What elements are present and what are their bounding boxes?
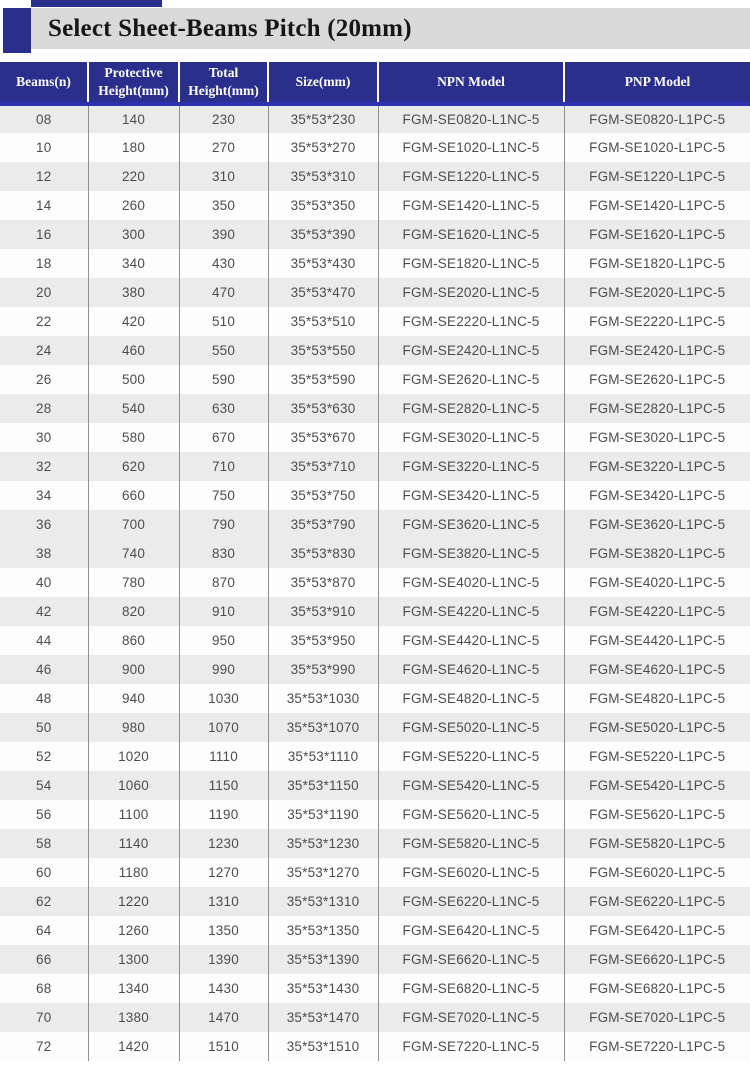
table-row-beams-66 xyxy=(0,945,750,974)
cell-protective: 260 xyxy=(88,191,179,220)
cell-beams: 40 xyxy=(0,568,88,597)
cell-total: 1150 xyxy=(179,771,268,800)
cell-protective: 620 xyxy=(88,452,179,481)
table-row-beams-22 xyxy=(0,307,750,336)
cell-total: 1510 xyxy=(179,1032,268,1061)
cell-size: 35*53*1270 xyxy=(268,858,378,887)
cell-protective: 940 xyxy=(88,684,179,713)
cell-beams: 36 xyxy=(0,510,88,539)
title-accent-strip xyxy=(31,0,162,7)
cell-beams: 50 xyxy=(0,713,88,742)
cell-pnp: FGM-SE0820-L1PC-5 xyxy=(564,104,750,133)
cell-npn: FGM-SE4220-L1NC-5 xyxy=(378,597,564,626)
cell-beams: 12 xyxy=(0,162,88,191)
cell-npn: FGM-SE5220-L1NC-5 xyxy=(378,742,564,771)
cell-protective: 180 xyxy=(88,133,179,162)
cell-protective: 1140 xyxy=(88,829,179,858)
cell-pnp: FGM-SE4820-L1PC-5 xyxy=(564,684,750,713)
cell-npn: FGM-SE6620-L1NC-5 xyxy=(378,945,564,974)
column-header-pnp: PNP Model xyxy=(564,62,750,104)
cell-total: 1430 xyxy=(179,974,268,1003)
cell-npn: FGM-SE3020-L1NC-5 xyxy=(378,423,564,452)
cell-total: 1030 xyxy=(179,684,268,713)
cell-protective: 220 xyxy=(88,162,179,191)
table-row-beams-46 xyxy=(0,655,750,684)
table-row-beams-34 xyxy=(0,481,750,510)
cell-protective: 1020 xyxy=(88,742,179,771)
cell-size: 35*53*950 xyxy=(268,626,378,655)
cell-pnp: FGM-SE2820-L1PC-5 xyxy=(564,394,750,423)
cell-npn: FGM-SE2020-L1NC-5 xyxy=(378,278,564,307)
cell-protective: 1340 xyxy=(88,974,179,1003)
cell-npn: FGM-SE5820-L1NC-5 xyxy=(378,829,564,858)
cell-protective: 980 xyxy=(88,713,179,742)
cell-total: 470 xyxy=(179,278,268,307)
table-row-beams-64 xyxy=(0,916,750,945)
cell-protective: 1300 xyxy=(88,945,179,974)
cell-beams: 32 xyxy=(0,452,88,481)
cell-total: 1470 xyxy=(179,1003,268,1032)
cell-protective: 1180 xyxy=(88,858,179,887)
cell-npn: FGM-SE2620-L1NC-5 xyxy=(378,365,564,394)
beams-pitch-table xyxy=(0,62,750,1061)
table-row-beams-26 xyxy=(0,365,750,394)
cell-total: 710 xyxy=(179,452,268,481)
cell-npn: FGM-SE4020-L1NC-5 xyxy=(378,568,564,597)
cell-beams: 72 xyxy=(0,1032,88,1061)
cell-beams: 14 xyxy=(0,191,88,220)
cell-protective: 1060 xyxy=(88,771,179,800)
cell-beams: 22 xyxy=(0,307,88,336)
cell-size: 35*53*310 xyxy=(268,162,378,191)
cell-pnp: FGM-SE5820-L1PC-5 xyxy=(564,829,750,858)
cell-npn: FGM-SE4620-L1NC-5 xyxy=(378,655,564,684)
cell-beams: 70 xyxy=(0,1003,88,1032)
cell-size: 35*53*1430 xyxy=(268,974,378,1003)
cell-beams: 28 xyxy=(0,394,88,423)
table-row-beams-54 xyxy=(0,771,750,800)
table-row-beams-36 xyxy=(0,510,750,539)
cell-protective: 340 xyxy=(88,249,179,278)
cell-protective: 820 xyxy=(88,597,179,626)
cell-pnp: FGM-SE2620-L1PC-5 xyxy=(564,365,750,394)
cell-npn: FGM-SE4420-L1NC-5 xyxy=(378,626,564,655)
cell-size: 35*53*630 xyxy=(268,394,378,423)
cell-protective: 1100 xyxy=(88,800,179,829)
cell-pnp: FGM-SE1420-L1PC-5 xyxy=(564,191,750,220)
table-row-beams-32 xyxy=(0,452,750,481)
cell-beams: 30 xyxy=(0,423,88,452)
cell-size: 35*53*1310 xyxy=(268,887,378,916)
cell-beams: 24 xyxy=(0,336,88,365)
cell-protective: 860 xyxy=(88,626,179,655)
cell-protective: 900 xyxy=(88,655,179,684)
cell-size: 35*53*350 xyxy=(268,191,378,220)
cell-beams: 48 xyxy=(0,684,88,713)
cell-total: 1070 xyxy=(179,713,268,742)
cell-npn: FGM-SE5020-L1NC-5 xyxy=(378,713,564,742)
table-row-beams-40 xyxy=(0,568,750,597)
table-row-beams-58 xyxy=(0,829,750,858)
cell-size: 35*53*1390 xyxy=(268,945,378,974)
cell-pnp: FGM-SE4420-L1PC-5 xyxy=(564,626,750,655)
cell-pnp: FGM-SE5220-L1PC-5 xyxy=(564,742,750,771)
cell-pnp: FGM-SE3220-L1PC-5 xyxy=(564,452,750,481)
cell-pnp: FGM-SE2420-L1PC-5 xyxy=(564,336,750,365)
cell-beams: 18 xyxy=(0,249,88,278)
cell-total: 510 xyxy=(179,307,268,336)
title-bar xyxy=(31,8,750,49)
cell-pnp: FGM-SE5020-L1PC-5 xyxy=(564,713,750,742)
cell-total: 1190 xyxy=(179,800,268,829)
cell-npn: FGM-SE2220-L1NC-5 xyxy=(378,307,564,336)
table-row-beams-28 xyxy=(0,394,750,423)
table-row-beams-18 xyxy=(0,249,750,278)
cell-npn: FGM-SE1820-L1NC-5 xyxy=(378,249,564,278)
cell-pnp: FGM-SE2220-L1PC-5 xyxy=(564,307,750,336)
cell-pnp: FGM-SE6420-L1PC-5 xyxy=(564,916,750,945)
column-header-total: Total Height(mm) xyxy=(179,62,268,104)
cell-pnp: FGM-SE5620-L1PC-5 xyxy=(564,800,750,829)
cell-beams: 54 xyxy=(0,771,88,800)
table-row-beams-62 xyxy=(0,887,750,916)
cell-total: 950 xyxy=(179,626,268,655)
cell-size: 35*53*590 xyxy=(268,365,378,394)
cell-protective: 420 xyxy=(88,307,179,336)
table-body xyxy=(0,104,750,1061)
table-header-row xyxy=(0,62,750,104)
cell-npn: FGM-SE6220-L1NC-5 xyxy=(378,887,564,916)
cell-pnp: FGM-SE6620-L1PC-5 xyxy=(564,945,750,974)
cell-total: 750 xyxy=(179,481,268,510)
cell-size: 35*53*1230 xyxy=(268,829,378,858)
table-row-beams-70 xyxy=(0,1003,750,1032)
cell-protective: 780 xyxy=(88,568,179,597)
cell-beams: 10 xyxy=(0,133,88,162)
cell-size: 35*53*1190 xyxy=(268,800,378,829)
cell-beams: 38 xyxy=(0,539,88,568)
table-row-beams-10 xyxy=(0,133,750,162)
column-header-protective: Protective Height(mm) xyxy=(88,62,179,104)
cell-beams: 34 xyxy=(0,481,88,510)
cell-size: 35*53*430 xyxy=(268,249,378,278)
column-header-beams: Beams(n) xyxy=(0,62,88,104)
table-row-beams-56 xyxy=(0,800,750,829)
cell-total: 790 xyxy=(179,510,268,539)
cell-beams: 42 xyxy=(0,597,88,626)
cell-total: 1270 xyxy=(179,858,268,887)
cell-total: 430 xyxy=(179,249,268,278)
cell-npn: FGM-SE1220-L1NC-5 xyxy=(378,162,564,191)
cell-npn: FGM-SE2820-L1NC-5 xyxy=(378,394,564,423)
cell-beams: 64 xyxy=(0,916,88,945)
cell-pnp: FGM-SE3420-L1PC-5 xyxy=(564,481,750,510)
table-row-beams-16 xyxy=(0,220,750,249)
cell-pnp: FGM-SE1020-L1PC-5 xyxy=(564,133,750,162)
cell-beams: 52 xyxy=(0,742,88,771)
cell-npn: FGM-SE3420-L1NC-5 xyxy=(378,481,564,510)
cell-size: 35*53*1030 xyxy=(268,684,378,713)
cell-pnp: FGM-SE7220-L1PC-5 xyxy=(564,1032,750,1061)
table-header xyxy=(0,62,750,104)
cell-size: 35*53*910 xyxy=(268,597,378,626)
cell-pnp: FGM-SE1220-L1PC-5 xyxy=(564,162,750,191)
cell-beams: 60 xyxy=(0,858,88,887)
table-row-beams-50 xyxy=(0,713,750,742)
table-row-beams-44 xyxy=(0,626,750,655)
table-row-beams-42 xyxy=(0,597,750,626)
cell-total: 1390 xyxy=(179,945,268,974)
cell-protective: 460 xyxy=(88,336,179,365)
cell-size: 35*53*550 xyxy=(268,336,378,365)
cell-beams: 46 xyxy=(0,655,88,684)
cell-total: 910 xyxy=(179,597,268,626)
cell-protective: 300 xyxy=(88,220,179,249)
cell-protective: 500 xyxy=(88,365,179,394)
cell-size: 35*53*790 xyxy=(268,510,378,539)
cell-protective: 1420 xyxy=(88,1032,179,1061)
cell-npn: FGM-SE1620-L1NC-5 xyxy=(378,220,564,249)
cell-total: 270 xyxy=(179,133,268,162)
table-row-beams-60 xyxy=(0,858,750,887)
cell-size: 35*53*830 xyxy=(268,539,378,568)
cell-protective: 1220 xyxy=(88,887,179,916)
cell-npn: FGM-SE1420-L1NC-5 xyxy=(378,191,564,220)
cell-beams: 16 xyxy=(0,220,88,249)
cell-beams: 56 xyxy=(0,800,88,829)
cell-size: 35*53*710 xyxy=(268,452,378,481)
cell-npn: FGM-SE6420-L1NC-5 xyxy=(378,916,564,945)
cell-beams: 68 xyxy=(0,974,88,1003)
cell-beams: 44 xyxy=(0,626,88,655)
table-row-beams-14 xyxy=(0,191,750,220)
cell-pnp: FGM-SE4220-L1PC-5 xyxy=(564,597,750,626)
cell-total: 230 xyxy=(179,104,268,133)
cell-npn: FGM-SE3220-L1NC-5 xyxy=(378,452,564,481)
cell-npn: FGM-SE2420-L1NC-5 xyxy=(378,336,564,365)
cell-pnp: FGM-SE3020-L1PC-5 xyxy=(564,423,750,452)
cell-total: 550 xyxy=(179,336,268,365)
cell-beams: 08 xyxy=(0,104,88,133)
cell-total: 1230 xyxy=(179,829,268,858)
cell-pnp: FGM-SE3820-L1PC-5 xyxy=(564,539,750,568)
cell-size: 35*53*470 xyxy=(268,278,378,307)
cell-size: 35*53*1110 xyxy=(268,742,378,771)
cell-size: 35*53*990 xyxy=(268,655,378,684)
cell-npn: FGM-SE6020-L1NC-5 xyxy=(378,858,564,887)
cell-size: 35*53*390 xyxy=(268,220,378,249)
cell-pnp: FGM-SE3620-L1PC-5 xyxy=(564,510,750,539)
table-row-beams-20 xyxy=(0,278,750,307)
cell-protective: 580 xyxy=(88,423,179,452)
cell-pnp: FGM-SE6020-L1PC-5 xyxy=(564,858,750,887)
cell-pnp: FGM-SE5420-L1PC-5 xyxy=(564,771,750,800)
cell-pnp: FGM-SE6220-L1PC-5 xyxy=(564,887,750,916)
page-title: Select Sheet-Beams Pitch (20mm) xyxy=(48,14,412,42)
cell-total: 670 xyxy=(179,423,268,452)
cell-total: 630 xyxy=(179,394,268,423)
cell-pnp: FGM-SE1820-L1PC-5 xyxy=(564,249,750,278)
cell-protective: 740 xyxy=(88,539,179,568)
table-row-beams-12 xyxy=(0,162,750,191)
cell-size: 35*53*750 xyxy=(268,481,378,510)
cell-total: 1310 xyxy=(179,887,268,916)
cell-protective: 1380 xyxy=(88,1003,179,1032)
cell-npn: FGM-SE5620-L1NC-5 xyxy=(378,800,564,829)
cell-protective: 660 xyxy=(88,481,179,510)
cell-beams: 66 xyxy=(0,945,88,974)
cell-npn: FGM-SE1020-L1NC-5 xyxy=(378,133,564,162)
cell-size: 35*53*1070 xyxy=(268,713,378,742)
column-header-size: Size(mm) xyxy=(268,62,378,104)
cell-total: 1110 xyxy=(179,742,268,771)
cell-pnp: FGM-SE6820-L1PC-5 xyxy=(564,974,750,1003)
cell-size: 35*53*230 xyxy=(268,104,378,133)
cell-total: 590 xyxy=(179,365,268,394)
cell-pnp: FGM-SE2020-L1PC-5 xyxy=(564,278,750,307)
cell-pnp: FGM-SE7020-L1PC-5 xyxy=(564,1003,750,1032)
cell-npn: FGM-SE4820-L1NC-5 xyxy=(378,684,564,713)
table-row-beams-72 xyxy=(0,1032,750,1061)
cell-npn: FGM-SE7020-L1NC-5 xyxy=(378,1003,564,1032)
cell-total: 350 xyxy=(179,191,268,220)
cell-protective: 140 xyxy=(88,104,179,133)
cell-beams: 58 xyxy=(0,829,88,858)
cell-beams: 26 xyxy=(0,365,88,394)
table-row-beams-52 xyxy=(0,742,750,771)
cell-pnp: FGM-SE4620-L1PC-5 xyxy=(564,655,750,684)
cell-protective: 380 xyxy=(88,278,179,307)
cell-total: 390 xyxy=(179,220,268,249)
cell-beams: 20 xyxy=(0,278,88,307)
cell-npn: FGM-SE3620-L1NC-5 xyxy=(378,510,564,539)
cell-total: 870 xyxy=(179,568,268,597)
cell-protective: 700 xyxy=(88,510,179,539)
cell-npn: FGM-SE6820-L1NC-5 xyxy=(378,974,564,1003)
cell-npn: FGM-SE5420-L1NC-5 xyxy=(378,771,564,800)
cell-size: 35*53*270 xyxy=(268,133,378,162)
cell-npn: FGM-SE3820-L1NC-5 xyxy=(378,539,564,568)
cell-beams: 62 xyxy=(0,887,88,916)
cell-size: 35*53*510 xyxy=(268,307,378,336)
cell-pnp: FGM-SE4020-L1PC-5 xyxy=(564,568,750,597)
cell-protective: 1260 xyxy=(88,916,179,945)
cell-size: 35*53*1510 xyxy=(268,1032,378,1061)
table-row-beams-24 xyxy=(0,336,750,365)
cell-size: 35*53*1470 xyxy=(268,1003,378,1032)
cell-size: 35*53*1350 xyxy=(268,916,378,945)
table-row-beams-68 xyxy=(0,974,750,1003)
cell-total: 830 xyxy=(179,539,268,568)
cell-total: 310 xyxy=(179,162,268,191)
column-header-npn: NPN Model xyxy=(378,62,564,104)
cell-size: 35*53*1150 xyxy=(268,771,378,800)
cell-total: 990 xyxy=(179,655,268,684)
cell-npn: FGM-SE7220-L1NC-5 xyxy=(378,1032,564,1061)
table-row-beams-30 xyxy=(0,423,750,452)
cell-pnp: FGM-SE1620-L1PC-5 xyxy=(564,220,750,249)
cell-protective: 540 xyxy=(88,394,179,423)
cell-size: 35*53*670 xyxy=(268,423,378,452)
cell-size: 35*53*870 xyxy=(268,568,378,597)
table-row-beams-48 xyxy=(0,684,750,713)
cell-npn: FGM-SE0820-L1NC-5 xyxy=(378,104,564,133)
title-accent-square xyxy=(3,8,31,53)
cell-total: 1350 xyxy=(179,916,268,945)
table-row-beams-38 xyxy=(0,539,750,568)
table-row-beams-08 xyxy=(0,104,750,133)
